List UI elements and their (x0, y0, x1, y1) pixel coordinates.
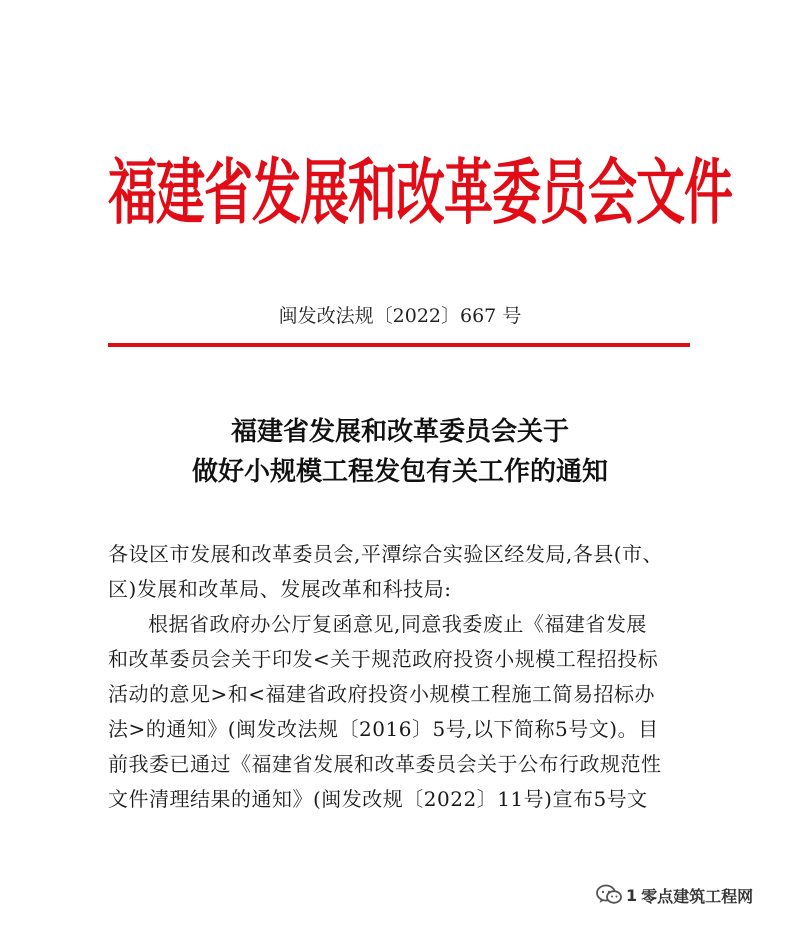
body-line: 文件清理结果的通知》(闽发改规〔2022〕11号)宣布5号文 (108, 787, 648, 811)
body-line: 根据省政府办公厅复函意见,同意我委废止《福建省发展 (148, 612, 647, 636)
document-title-line-1: 福建省发展和改革委员会关于 (230, 417, 569, 447)
body-line: 各设区市发展和改革委员会,平潭综合实验区经发局,各县(市、 (108, 542, 664, 566)
watermark (596, 882, 753, 908)
wechat-icon (596, 884, 622, 906)
document-title (108, 412, 692, 492)
body-line: 法>的通知》(闽发改法规〔2016〕5号,以下简称5号文)。目 (108, 717, 659, 741)
document-number: 闽发改法规〔2022〕667 号 (278, 305, 522, 327)
page-number: 1 (626, 885, 638, 905)
body-line: 区)发展和改革局、发展改革和科技局: (108, 577, 452, 601)
body-line: 前我委已通过《福建省发展和改革委员会关于公布行政规范性 (108, 752, 662, 776)
issuing-authority-header: 福建省发展和改革委员会文件 (108, 151, 733, 235)
body-line: 活动的意见>和<福建省政府投资小规模工程施工简易招标办 (108, 682, 656, 706)
watermark-text: 零点建筑工程网 (641, 886, 754, 906)
document-body (108, 537, 692, 817)
body-line: 和改革委员会关于印发<关于规范政府投资小规模工程招投标 (108, 647, 659, 671)
red-divider-line (108, 343, 690, 347)
document-title-line-2: 做好小规模工程发包有关工作的通知 (191, 457, 608, 487)
